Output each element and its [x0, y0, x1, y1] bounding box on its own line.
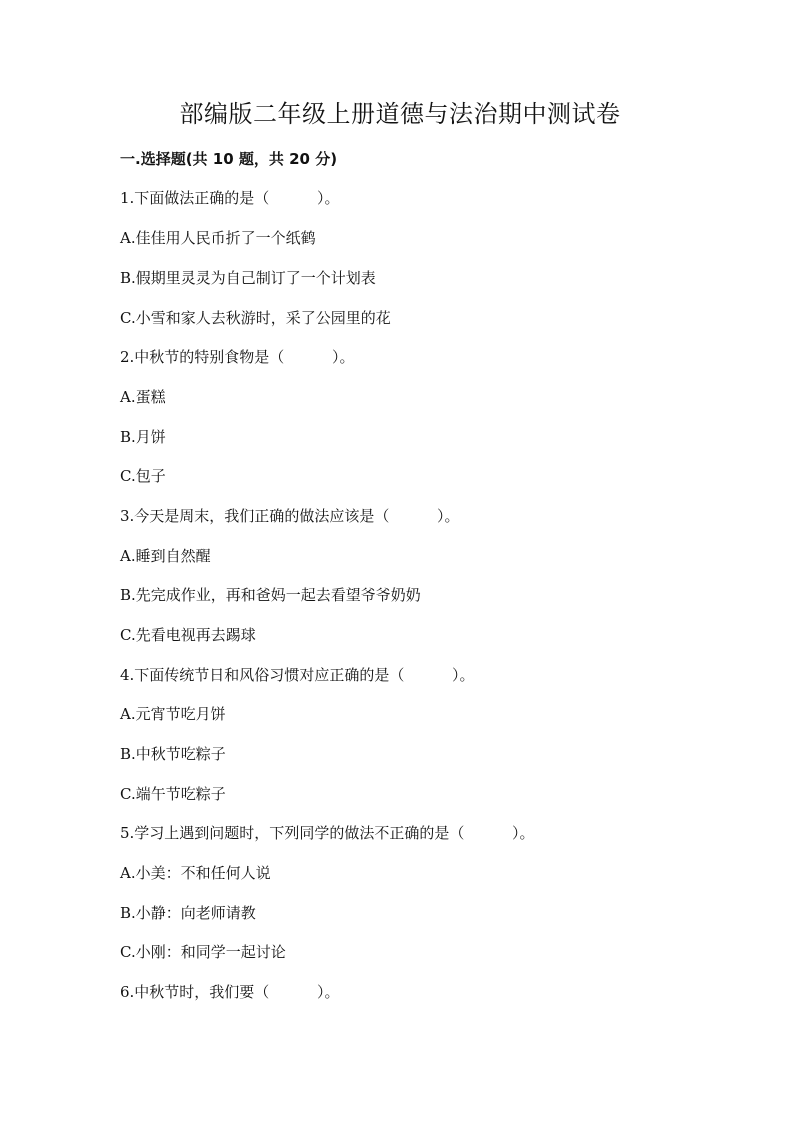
- question-4-option-a: A.元宵节吃月饼: [120, 705, 226, 723]
- question-1-option-a: A.佳佳用人民币折了一个纸鹤: [120, 229, 316, 247]
- section-heading: 一.选择题(共 10 题，共 20 分): [120, 150, 338, 168]
- question-2-option-a: A.蛋糕: [120, 388, 166, 406]
- question-3-option-a: A.睡到自然醒: [120, 547, 211, 565]
- question-2-option-b: B.月饼: [120, 428, 166, 446]
- question-5-option-b: B.小静：向老师请教: [120, 904, 256, 922]
- question-stem-4: 4.下面传统节日和风俗习惯对应正确的是（ ）。: [120, 666, 475, 684]
- question-4-option-c: C.端午节吃粽子: [120, 785, 226, 803]
- question-3-option-b: B.先完成作业，再和爸妈一起去看望爷爷奶奶: [120, 586, 421, 604]
- question-stem-6: 6.中秋节时，我们要（ ）。: [120, 983, 340, 1001]
- question-1-option-b: B.假期里灵灵为自己制订了一个计划表: [120, 269, 376, 287]
- question-stem-1: 1.下面做法正确的是（ ）。: [120, 189, 340, 207]
- question-stem-3: 3.今天是周末，我们正确的做法应该是（ ）。: [120, 507, 460, 525]
- question-stem-2: 2.中秋节的特别食物是（ ）。: [120, 348, 355, 366]
- question-1-option-c: C.小雪和家人去秋游时，采了公园里的花: [120, 309, 391, 327]
- question-4-option-b: B.中秋节吃粽子: [120, 745, 226, 763]
- question-5-option-c: C.小刚：和同学一起讨论: [120, 943, 286, 961]
- question-3-option-c: C.先看电视再去踢球: [120, 626, 256, 644]
- page-title: 部编版二年级上册道德与法治期中测试卷: [179, 100, 621, 128]
- question-stem-5: 5.学习上遇到问题时，下列同学的做法不正确的是（ ）。: [120, 824, 535, 842]
- question-2-option-c: C.包子: [120, 467, 166, 485]
- question-5-option-a: A.小美：不和任何人说: [120, 864, 271, 882]
